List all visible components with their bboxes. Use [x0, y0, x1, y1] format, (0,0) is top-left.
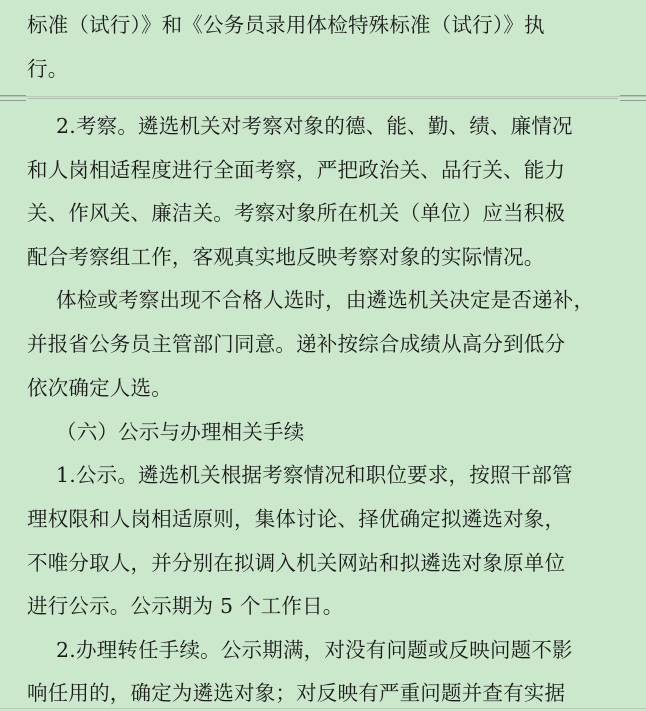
text-line: 依次确定人选。 [27, 376, 172, 400]
text-line: 进行公示。公示期为 5 个工作日。 [27, 594, 344, 618]
page-break [0, 96, 646, 102]
text-line: 标准（试行）》和《公务员录用体检特殊标准（试行）》执 [27, 13, 545, 37]
text-line: 理权限和人岗相适原则，集体讨论、择优确定拟遴选对象， [27, 507, 566, 531]
text-line: 2.办理转任手续。公示期满，对没有问题或反映问题不影 [56, 638, 573, 662]
page-corner-mark-right [620, 92, 646, 104]
text-line: 并报省公务员主管部门同意。递补按综合成绩从高分到低分 [27, 332, 566, 356]
text-line: 配合考察组工作，客观真实地反映考察对象的实际情况。 [27, 245, 545, 269]
text-line: 行。 [27, 57, 69, 81]
text-line: 和人岗相适程度进行全面考察，严把政治关、品行关、能力 [27, 158, 566, 182]
text-line: 关、作风关、廉洁关。考察对象所在机关（单位）应当积极 [27, 201, 566, 225]
text-line: 响任用的，确定为遴选对象；对反映有严重问题并查有实据 [27, 681, 566, 705]
text-line: 1.公示。遴选机关根据考察情况和职位要求，按照干部管 [56, 463, 573, 487]
text-line: 不唯分取人，并分别在拟调入机关网站和拟遴选对象原单位 [27, 551, 566, 575]
text-line: 2.考察。遴选机关对考察对象的德、能、勤、绩、廉情况 [56, 114, 573, 138]
bottom-divider [0, 708, 646, 709]
section-heading: （六）公示与办理相关手续 [56, 420, 305, 444]
text-line: 体检或考察出现不合格人选时，由遴选机关决定是否递补， [56, 288, 595, 312]
